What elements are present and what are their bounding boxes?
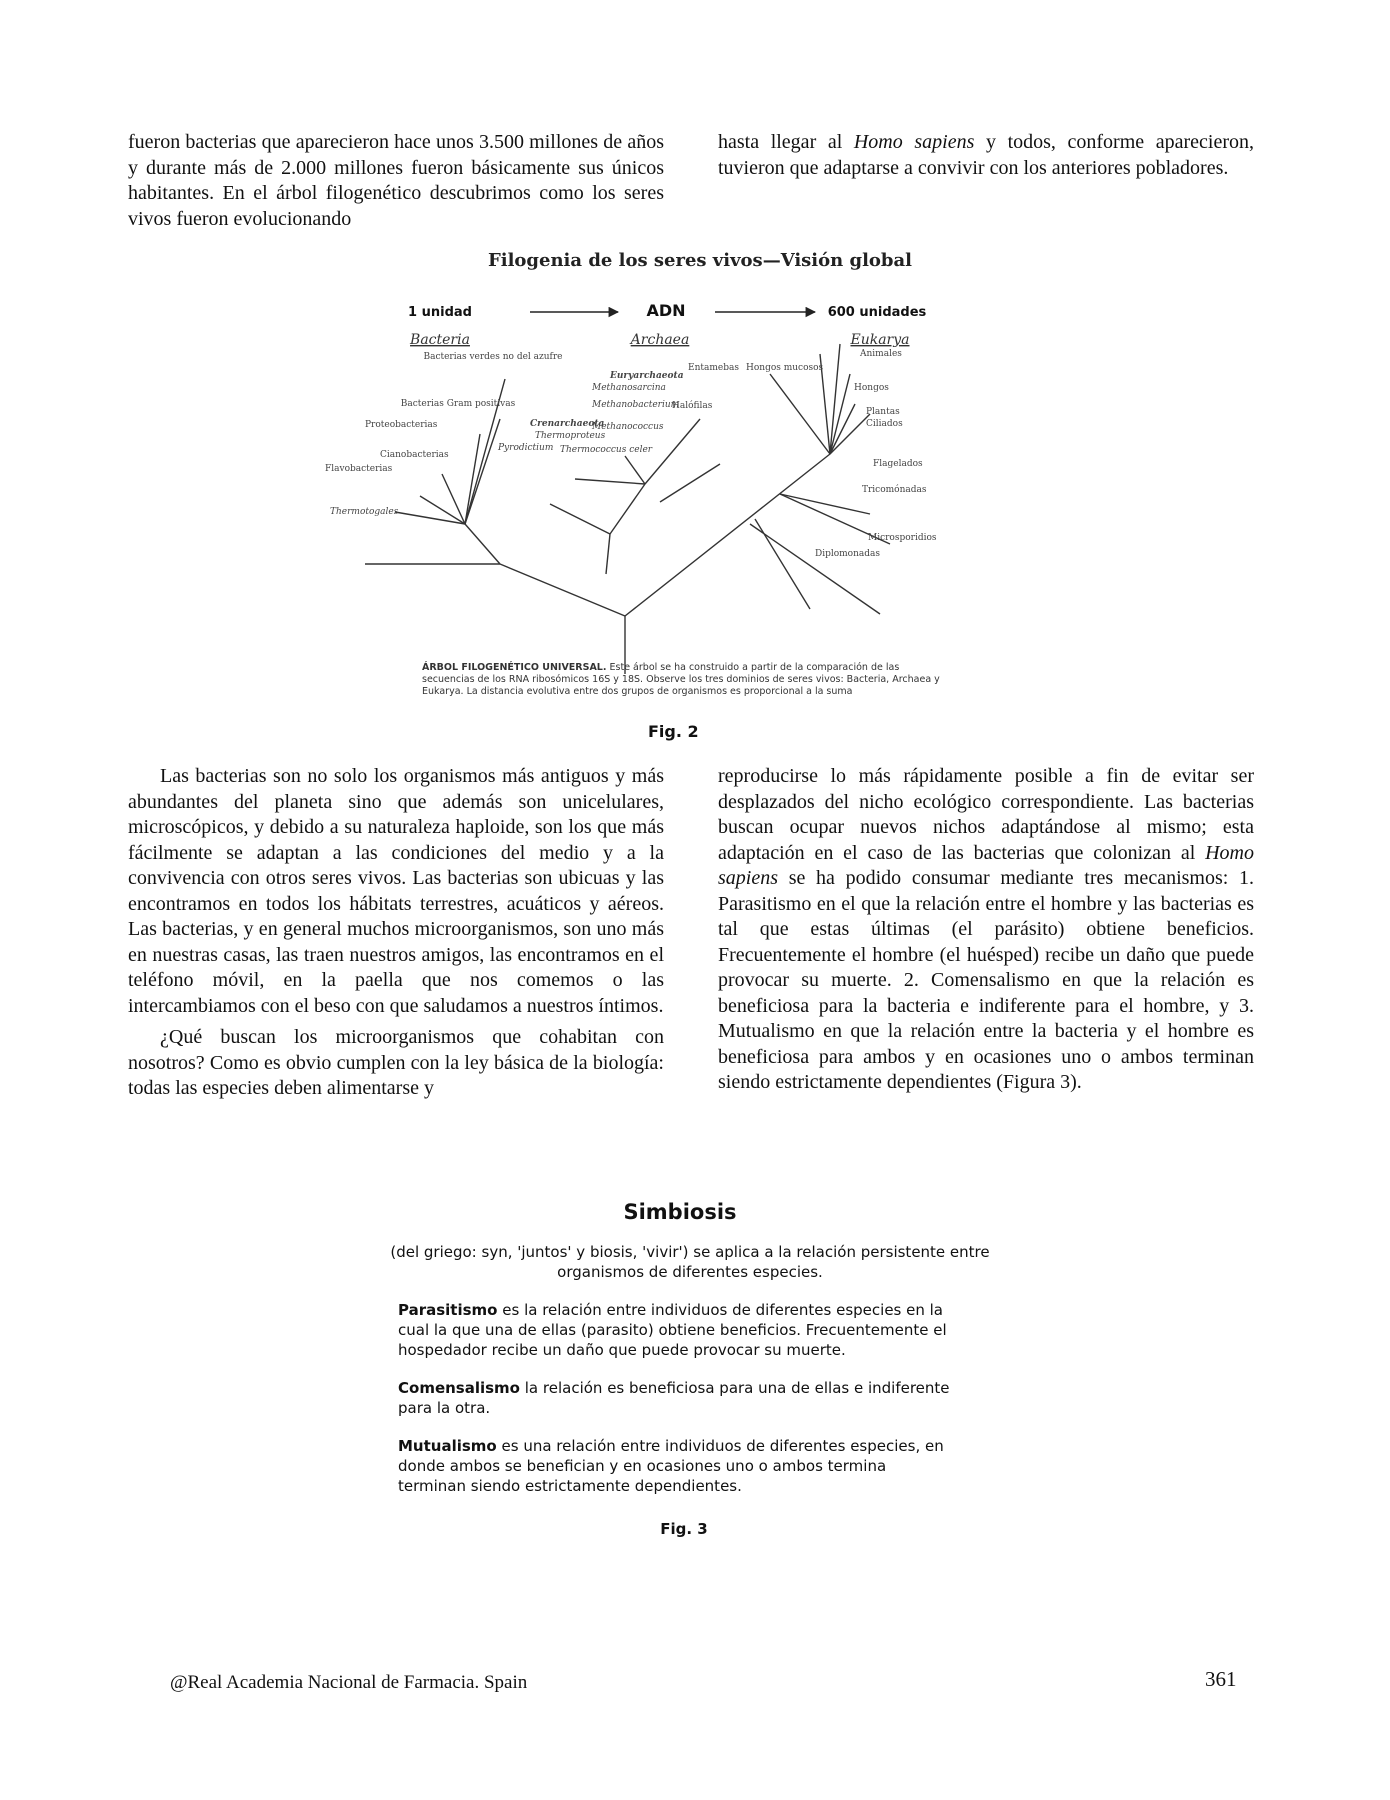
fig2-caption-text: Este árbol se ha construido a partir de la comparación de las secuencias de los RNA ribosómicos 16S y 18S. Observe los tres dominios de seres vivos: Bacteria, Archaea y Eukarya. La distancia evolutiva entre dos grupos de organismos es proporcional a la suma: [422, 662, 940, 697]
mid-right-paragraph: [718, 764, 1254, 1096]
tree-branches: [365, 344, 890, 674]
fig2-caption: [422, 662, 950, 698]
figure-3: [390, 1200, 990, 1538]
label-pyrodictium: Pyrodictium: [498, 443, 554, 453]
parasitismo-text: es la relación entre individuos de diferentes especies en la cual la que una de ellas (parasito) obtiene beneficios. Frecuentemente el hospedador recibe un daño que puede provocar su muerte.: [398, 1301, 947, 1359]
label-proteobacterias: Proteobacterias: [365, 420, 438, 430]
top-left-column: [128, 130, 664, 232]
label-diplomonadas: Diplomonadas: [815, 549, 881, 559]
fig2-label: Fig. 2: [648, 722, 699, 741]
label-flagelados: Flagelados: [873, 459, 923, 469]
label-bacterias-verdes: Bacterias verdes no del azufre: [423, 352, 563, 362]
mid-right-column: [718, 764, 1254, 1096]
domain-archaea: Archaea: [630, 332, 690, 348]
top-right-paragraph: [718, 130, 1254, 181]
fig2-title: Filogenia de los seres vivos—Visión global: [487, 250, 913, 271]
label-hongos-mucosos: Hongos mucosos: [746, 363, 824, 373]
label-crenarchaeota: Crenarchaeota: [530, 419, 605, 429]
label-methanosarcina: Methanosarcina: [592, 383, 666, 393]
page-number: 361: [1205, 1667, 1237, 1691]
mid-right-pre: reproducirse lo más rápidamente posible a fin de evitar ser desplazados del nicho ecológico correspondiente. Las bacterias buscan ocupar nuevos nichos adaptándose al mismo; esta adaptación en el caso de las bacterias que colonizan al: [718, 765, 1254, 864]
top-right-post: y todos, conforme aparecieron, tuvieron que adaptarse a convivir con los anteriores pobladores.: [718, 131, 1254, 179]
mid-right-post: se ha podido consumar mediante tres mecanismos: 1. Parasitismo en el que la relación entre el hombre y las bacterias es tal que estas últimas (el parásito) obtiene beneficios. Frecuentemente el hombre (el huésped) recibe un daño que puede provocar su muerte. 2. Comensalismo en que la relación es beneficiosa para la bacteria e indiferente para el hombre, y 3. Mutualismo en que la relación entre la bacteria y el hombre es beneficiosa para ambos y en ocasiones uno o ambos terminan siendo estrictamente dependientes (Figura 3).: [718, 867, 1254, 1093]
label-flavobacterias: Flavobacterias: [325, 464, 393, 474]
top-right-italic: Homo sapiens: [853, 131, 975, 153]
label-thermoproteus: Thermoproteus: [535, 431, 606, 441]
label-thermococcus: Thermococcus celer: [560, 445, 653, 455]
parasitismo-term: Parasitismo: [398, 1301, 498, 1319]
fig2-caption-title: ÁRBOL FILOGENÉTICO UNIVERSAL.: [422, 662, 607, 673]
label-tricomonadas: Tricomónadas: [862, 485, 927, 495]
comensalismo-term: Comensalismo: [398, 1379, 520, 1397]
footer-publisher: @Real Academia Nacional de Farmacia. Spain: [170, 1672, 528, 1693]
top-right-column: [718, 130, 1254, 181]
mutualismo-term: Mutualismo: [398, 1437, 497, 1455]
top-left-paragraph: fueron bacterias que aparecieron hace unos 3.500 millones de años y durante más de 2.000 millones fueron básicamente sus únicos habitantes. En el árbol filogenético descubrimos como los seres vivos fueron evolucionando: [128, 131, 664, 230]
label-euryarchaeota: Euryarchaeota: [610, 371, 684, 381]
label-methanobacterium: Methanobacterium: [592, 400, 680, 410]
mid-left-paragraph-1: Las bacterias son no solo los organismos más antiguos y más abundantes del planeta sino que además son unicelulares, microscópicos, y debido a su naturaleza haploide, son los que más fácilmente se adaptan a las condiciones del medio y a la convivencia con otros seres vivos. Las bacterias son ubicuas y las encontramos en todos los hábitats terrestres, acuáticos y aéreos. Las bacterias, y en general muchos microorganismos, son uno más en nuestras casas, las traen nuestros amigos, las encontramos en el teléfono móvil, en la paella que nos comemos o las intercambiamos con el beso con que saludamos a nuestros íntimos.: [128, 765, 664, 1017]
label-plantas: Plantas: [866, 407, 900, 417]
fig3-label: Fig. 3: [660, 1520, 708, 1538]
comensalismo-text: la relación es beneficiosa para una de ellas e indiferente para la otra.: [398, 1379, 950, 1417]
fig3-title: Simbiosis: [623, 1200, 737, 1224]
label-ciliados: Ciliados: [866, 419, 903, 429]
domain-eukarya: Eukarya: [850, 332, 910, 348]
top-right-pre: hasta llegar al: [718, 131, 854, 153]
domain-bacteria: Bacteria: [410, 332, 470, 348]
label-halofilas: Halófilas: [672, 401, 713, 411]
label-thermotogales: Thermotogales: [330, 507, 399, 517]
label-gram-positivas: Bacterias Gram positivas: [400, 399, 516, 409]
mid-left-column: [128, 764, 664, 1102]
arrow-left-label: 1 unidad: [408, 305, 472, 320]
mid-right-italic: Homo sapiens: [718, 841, 1254, 889]
arrow-right-label: 600 unidades: [827, 305, 927, 320]
label-microsporidios: Microsporidios: [868, 533, 937, 543]
label-cianobacterias: Cianobacterias: [380, 450, 449, 460]
label-hongos: Hongos: [854, 383, 889, 393]
fig3-comensalismo: [398, 1378, 958, 1418]
fig3-parasitismo: [398, 1300, 958, 1360]
label-entamebas: Entamebas: [688, 363, 739, 373]
arrow-mid-label: ADN: [646, 301, 686, 320]
mid-left-paragraph-2: ¿Qué buscan los microorganismos que cohabitan con nosotros? Como es obvio cumplen con la ley básica de la biología: todas las especies deben alimentarse y: [128, 1026, 664, 1099]
fig3-mutualismo: [398, 1436, 958, 1496]
label-animales: Animales: [860, 349, 902, 359]
label-methanococcus: Methanococcus: [592, 422, 664, 432]
mutualismo-text: es una relación entre individuos de diferentes especies, en donde ambos se benefician y en ocasiones uno o ambos termina terminan siendo estrictamente dependientes.: [398, 1437, 944, 1495]
fig3-intro: (del griego: syn, 'juntos' y biosis, 'vivir') se aplica a la relación persistente entre organismos de diferentes especies.: [390, 1243, 990, 1281]
